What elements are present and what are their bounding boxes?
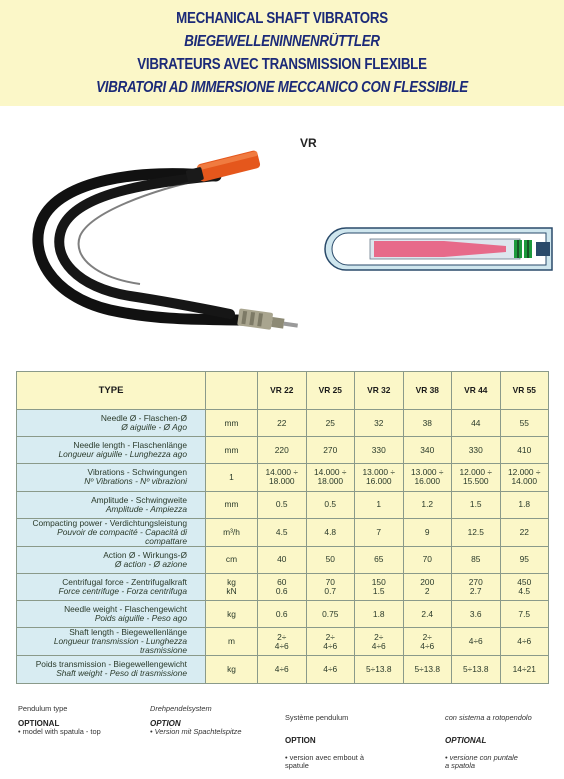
value-cell: 2÷ 4÷6 [403, 628, 452, 656]
table-row [17, 573, 549, 600]
value-cell: 0.75 [306, 601, 355, 628]
model-header: VR 44 [452, 372, 501, 410]
unit-cell: kg kN [206, 573, 258, 600]
row-label-line1: Compacting power - Verdichtungsleistung [32, 517, 187, 528]
value-cell: 70 0.7 [306, 573, 355, 600]
unit-cell: mm [206, 437, 258, 464]
value-cell: 410 [500, 437, 549, 464]
title-banner [0, 0, 564, 106]
value-cell: 60 0.6 [258, 573, 307, 600]
row-label [17, 464, 206, 491]
footer-french: Système pendulum OPTION • version avec embout à spatule [285, 712, 364, 770]
row-label [17, 601, 206, 628]
value-cell: 1 [355, 491, 404, 518]
table-header-row [17, 372, 549, 410]
value-cell: 450 4.5 [500, 573, 549, 600]
value-cell: 270 2.7 [452, 573, 501, 600]
value-cell: 340 [403, 437, 452, 464]
value-cell: 70 [403, 546, 452, 573]
unit-header [206, 372, 258, 410]
value-cell: 1.8 [355, 601, 404, 628]
table-row [17, 437, 549, 464]
value-cell: 12.000 ÷ 15.500 [452, 464, 501, 491]
value-cell: 14÷21 [500, 656, 549, 683]
unit-cell: mm [206, 491, 258, 518]
table-row [17, 491, 549, 518]
value-cell: 22 [258, 410, 307, 437]
title-german: BIEGEWELLENINNENRÜTTLER [184, 33, 380, 50]
unit-cell: m [206, 628, 258, 656]
model-header: VR 25 [306, 372, 355, 410]
value-cell: 5÷13.8 [355, 656, 404, 683]
value-cell: 2÷ 4÷6 [355, 628, 404, 656]
value-cell: 22 [500, 518, 549, 546]
row-label-line2: Ø aiguille - Ø Ago [121, 422, 187, 433]
model-header: VR 32 [355, 372, 404, 410]
row-label [17, 656, 206, 683]
value-cell: 14.000 ÷ 18.000 [306, 464, 355, 491]
spec-table [16, 371, 549, 684]
value-cell: 44 [452, 410, 501, 437]
row-label-line2: Poids aiguille - Peso ago [94, 613, 187, 624]
value-cell: 25 [306, 410, 355, 437]
row-label-line1: Vibrations - Schwingungen [87, 467, 187, 478]
model-header: VR 55 [500, 372, 549, 410]
value-cell: 2÷ 4÷6 [258, 628, 307, 656]
row-label-line1: Amplitude - Schwingweite [91, 494, 187, 505]
value-cell: 14.000 ÷ 18.000 [258, 464, 307, 491]
row-label [17, 437, 206, 464]
footer-german: Drehpendelsystem OPTION • Version mit Spachtelspitze [150, 704, 242, 736]
model-header: VR 22 [258, 372, 307, 410]
row-label-line2: Nº Vibrations - Nº vibrazioni [84, 476, 187, 487]
value-cell: 1.8 [500, 491, 549, 518]
value-cell: 12.000 ÷ 14.000 [500, 464, 549, 491]
unit-cell: 1 [206, 464, 258, 491]
value-cell: 38 [403, 410, 452, 437]
value-cell: 7.5 [500, 601, 549, 628]
value-cell: 85 [452, 546, 501, 573]
unit-cell: mm [206, 410, 258, 437]
row-label-line2: Amplitude - Ampiezza [105, 503, 187, 514]
value-cell: 50 [306, 546, 355, 573]
value-cell: 4÷6 [306, 656, 355, 683]
value-cell: 4÷6 [258, 656, 307, 683]
value-cell: 150 1.5 [355, 573, 404, 600]
row-label-line1: Needle Ø - Flaschen-Ø [100, 413, 187, 424]
row-label-line2: Shaft weight - Peso di trasmissione [56, 668, 187, 679]
footer-italian: con sistema a rotopendolo OPTIONAL • versione con puntale a spatola [445, 712, 532, 770]
row-label-line2: Longueur aiguille - Lunghezza ago [58, 449, 187, 460]
needle-cross-section-diagram [324, 226, 556, 272]
table-row [17, 601, 549, 628]
table-row [17, 628, 549, 656]
value-cell: 4÷6 [500, 628, 549, 656]
value-cell: 12.5 [452, 518, 501, 546]
value-cell: 7 [355, 518, 404, 546]
unit-cell: m³/h [206, 518, 258, 546]
value-cell: 32 [355, 410, 404, 437]
value-cell: 1.2 [403, 491, 452, 518]
value-cell: 2.4 [403, 601, 452, 628]
row-label-line2: Ø action - Ø azione [114, 558, 187, 569]
row-label-line1: Poids transmission - Biegewellengewicht [35, 659, 187, 670]
type-header: TYPE [17, 372, 206, 410]
row-label [17, 546, 206, 573]
title-italian: VIBRATORI AD IMMERSIONE MECCANICO CON FLESSIBILE [96, 79, 468, 96]
footer-english: Pendulum type OPTIONAL • model with spatula - top [18, 704, 101, 736]
unit-cell: kg [206, 656, 258, 683]
value-cell: 4.8 [306, 518, 355, 546]
value-cell: 0.5 [306, 491, 355, 518]
value-cell: 5÷13.8 [452, 656, 501, 683]
value-cell: 200 2 [403, 573, 452, 600]
title-english: MECHANICAL SHAFT VIBRATORS [176, 10, 388, 27]
value-cell: 13.000 ÷ 16.000 [403, 464, 452, 491]
value-cell: 55 [500, 410, 549, 437]
row-label-line1: Centrifugal force - Zentrifugalkraft [62, 577, 187, 588]
row-label-line2: Longueur transmission - Lunghezza trasmissione [53, 636, 187, 656]
value-cell: 40 [258, 546, 307, 573]
table-row [17, 656, 549, 683]
value-cell: 65 [355, 546, 404, 573]
row-label [17, 573, 206, 600]
value-cell: 220 [258, 437, 307, 464]
value-cell: 0.5 [258, 491, 307, 518]
value-cell: 270 [306, 437, 355, 464]
value-cell: 0.6 [258, 601, 307, 628]
value-cell: 4.5 [258, 518, 307, 546]
row-label-line1: Needle weight - Flaschengewicht [64, 604, 187, 615]
row-label-line1: Needle length - Flaschenlänge [73, 440, 187, 451]
table-row [17, 518, 549, 546]
value-cell: 9 [403, 518, 452, 546]
row-label [17, 410, 206, 437]
vibrator-product-photo [20, 128, 310, 343]
value-cell: 1.5 [452, 491, 501, 518]
row-label-line2: Pouvoir de compacité - Capacità di compattare [57, 526, 187, 546]
table-row [17, 546, 549, 573]
value-cell: 5÷13.8 [403, 656, 452, 683]
row-label [17, 491, 206, 518]
unit-cell: cm [206, 546, 258, 573]
row-label [17, 518, 206, 546]
unit-cell: kg [206, 601, 258, 628]
value-cell: 330 [355, 437, 404, 464]
row-label-line1: Action Ø - Wirkungs-Ø [103, 549, 187, 560]
value-cell: 4÷6 [452, 628, 501, 656]
row-label-line1: Shaft length - Biegewellenlänge [69, 627, 187, 638]
table-row [17, 464, 549, 491]
value-cell: 3.6 [452, 601, 501, 628]
row-label [17, 628, 206, 656]
row-label-line2: Force centrifuge - Forza centrifuga [58, 586, 187, 597]
title-french: VIBRATEURS AVEC TRANSMISSION FLEXIBLE [137, 56, 427, 73]
value-cell: 95 [500, 546, 549, 573]
table-row [17, 410, 549, 437]
model-label: VR [300, 136, 317, 150]
model-header: VR 38 [403, 372, 452, 410]
value-cell: 2÷ 4÷6 [306, 628, 355, 656]
value-cell: 13.000 ÷ 16.000 [355, 464, 404, 491]
value-cell: 330 [452, 437, 501, 464]
